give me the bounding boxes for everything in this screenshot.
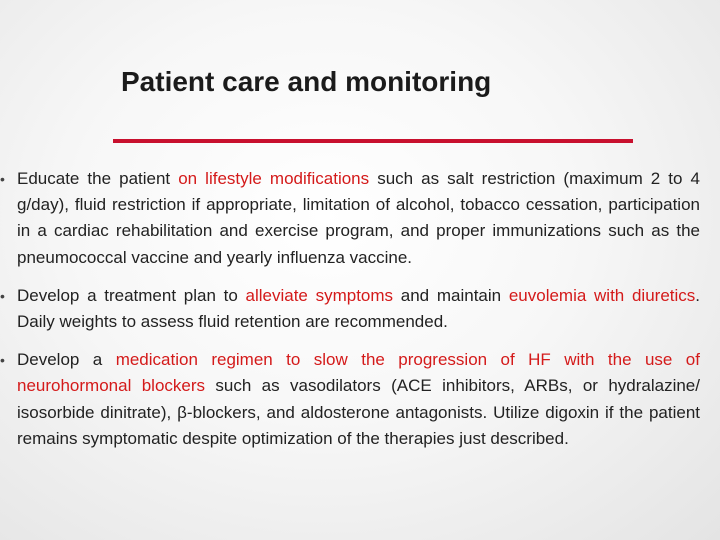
highlighted-phrase: medication regimen to slow the progression of HF with the use of neurohormonal blockers bbox=[17, 350, 700, 396]
bullet-dot-icon: • bbox=[0, 352, 5, 369]
text-run: Educate the patient bbox=[17, 169, 179, 188]
highlighted-phrase: euvolemia with diuretics bbox=[508, 285, 696, 305]
text-run: and maintain bbox=[393, 285, 509, 305]
bullet-list bbox=[0, 166, 700, 464]
bullet-dot-icon: • bbox=[0, 287, 5, 304]
bullet-text bbox=[17, 169, 700, 267]
bullet-text bbox=[17, 286, 700, 331]
slide-title: Patient care and monitoring bbox=[121, 66, 492, 97]
text-run: Develop a treatment plan to bbox=[17, 285, 246, 305]
text-run: . Daily weights to assess fluid retention are recommended. bbox=[17, 285, 701, 332]
title-underline bbox=[113, 139, 633, 143]
bullet-text bbox=[17, 350, 700, 448]
bullet-item bbox=[0, 283, 700, 335]
highlighted-phrase: alleviate symptoms bbox=[245, 285, 394, 305]
bullet-item bbox=[0, 347, 700, 452]
bullet-dot-icon: • bbox=[0, 171, 5, 187]
text-run: Develop a bbox=[17, 350, 116, 370]
highlighted-phrase: on lifestyle modifications bbox=[178, 169, 370, 188]
bullet-item bbox=[0, 166, 700, 271]
text-run: such as salt restriction (maximum 2 to 4 g/day), fluid restriction if appropriate, limitation of alcohol, tobacco cessation, participation in a cardiac rehabilitation and exercise program, and proper immunizations such as the pneumococcal vaccine and yearly influenza vaccine. bbox=[17, 169, 700, 267]
text-run: such as vasodilators (ACE inhibitors, ARBs, or hydralazine/ isosorbide dinitrate), β-blockers, and aldosterone antagonists. Utilize digoxin if the patient remains symptomatic despite optimization of the therapies just described. bbox=[17, 376, 700, 448]
